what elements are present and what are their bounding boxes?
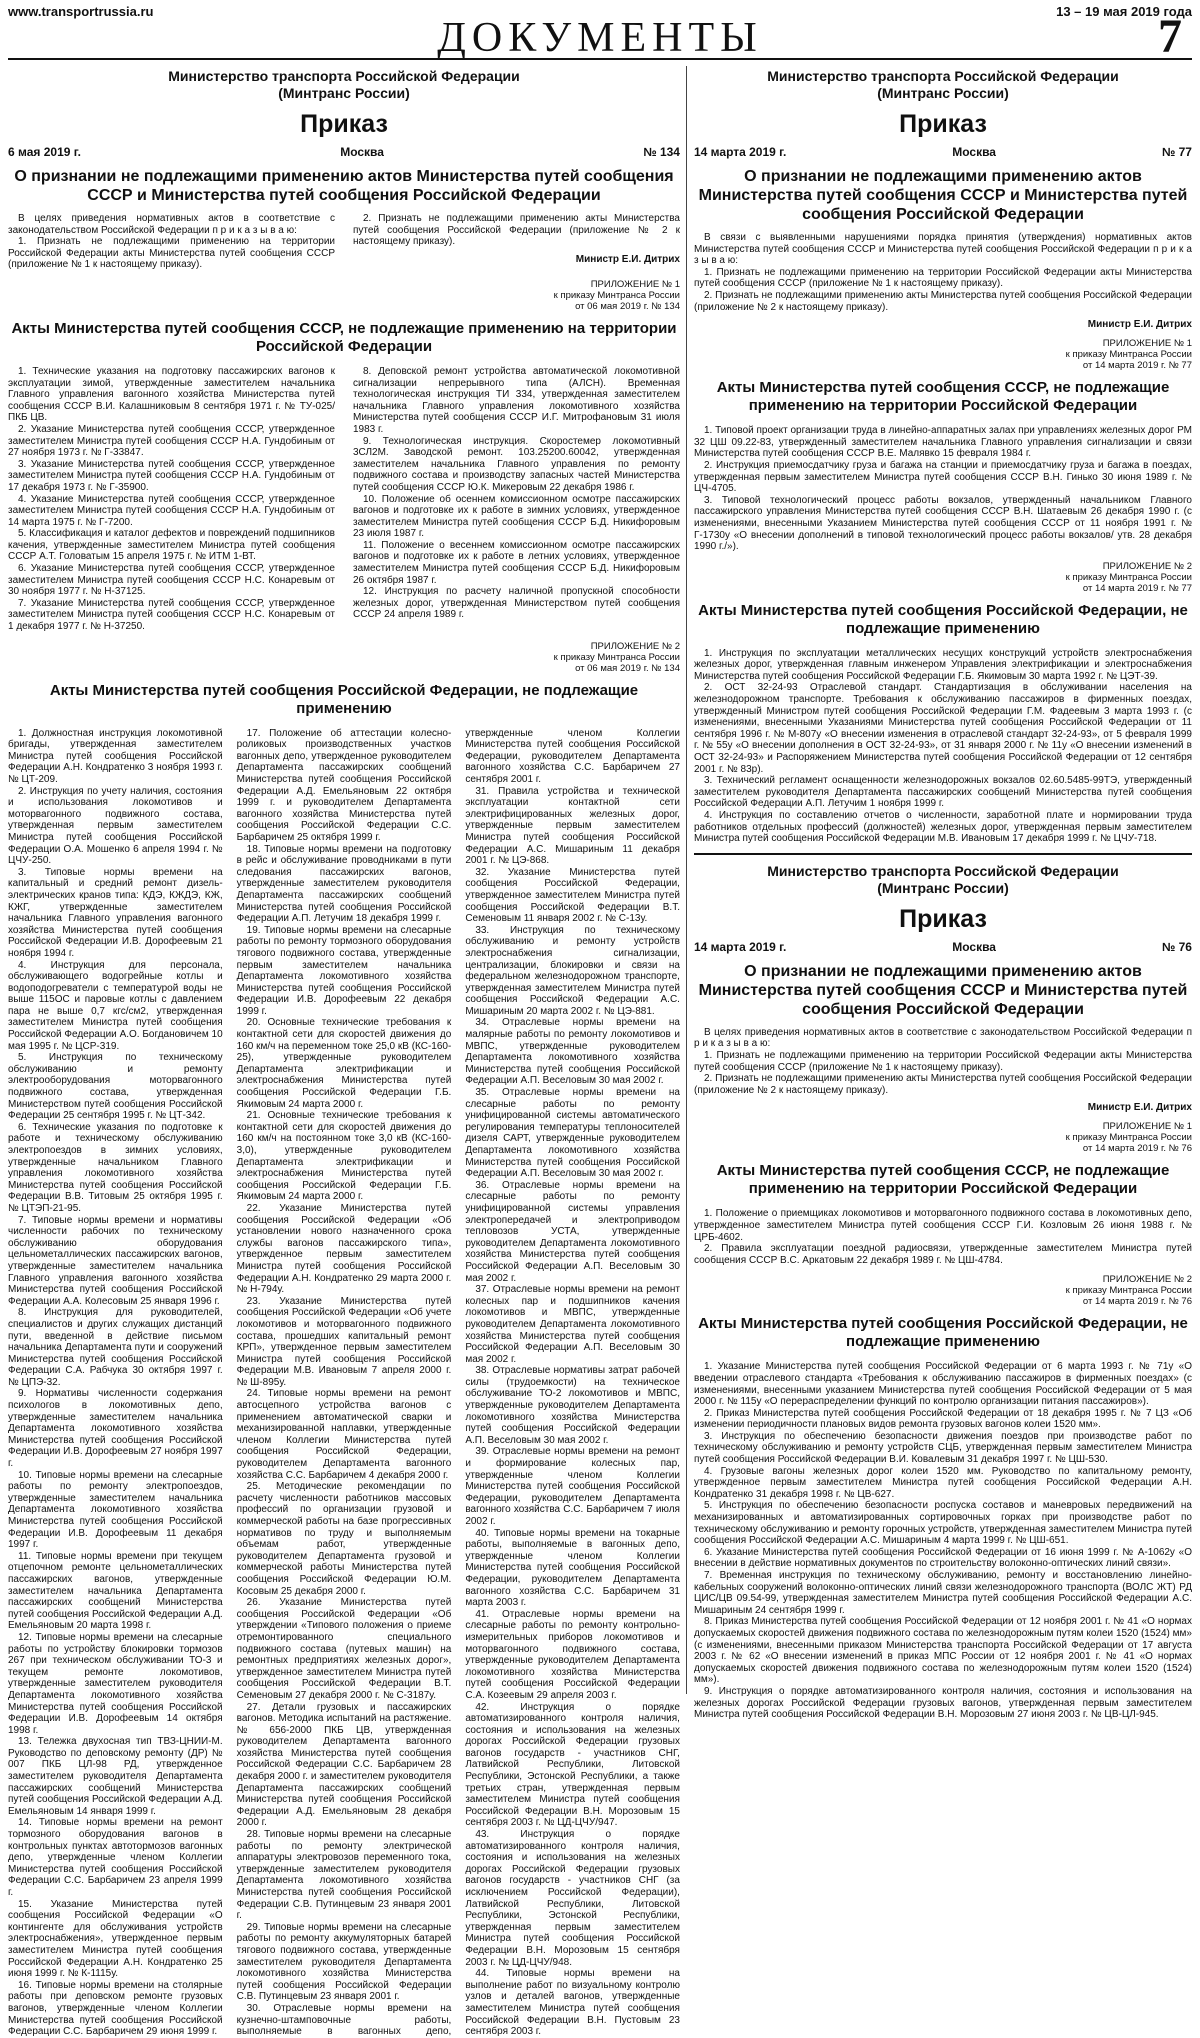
act-item: 31. Правила устройства и технической эксплуатации контактной сети электрифицированных железных дорог, утвержденные первым заместителем Министра путей сообщения Российской Федерации А.С. Мишариным 11 декабря 2001 г. № ЦЭ-868. <box>465 785 680 867</box>
act-item: 4. Грузовые вагоны железных дорог колеи 1520 мм. Руководство по капитальному ремонту, утвержденное первым заместителем Министра путей сообщения Российской Федерации А.Н. Кондратенко 31 декабря 1998 г. № ЦВ-627. <box>694 1465 1192 1500</box>
appendix-line: от 14 марта 2019 г. № 77 <box>1082 582 1192 594</box>
appendix-line: ПРИЛОЖЕНИЕ № 2 <box>1102 560 1192 572</box>
act-item: 12. Типовые нормы времени на слесарные работы по устройству блокировки тормозов 267 при техническом обслуживании ТО-3 и текущем ремонте локомотивов, утвержденные заместителем руководителя Департамента локомотивного хозяйства Министерства путей сообщения Российской Федерации И.В. Дорофеевым 14 октября 1998 г. <box>8 1631 223 1736</box>
masthead <box>8 0 1192 63</box>
act-item: 4. Инструкция по составлению отчетов о численности, заработной плате и нормировании труда работников отдельных профессий (должностей) железных дорог, утвержденная первым заместителем Министра путей сообщения Российской Федерации М.В. Ивановым 17 декабря 1999 г. № ЦЧУ-718. <box>694 810 1192 845</box>
appendix-line: к приказу Минтранса России <box>1065 1132 1192 1144</box>
issue-dates: 13 – 19 мая 2019 года <box>1056 4 1192 19</box>
acts-ussr-title: Акты Министерства путей сообщения СССР, не подлежащие применению на территории Российской Федерации <box>11 319 677 355</box>
act-item: 39. Отраслевые нормы времени на ремонт и формирование колесных пар, утвержденные членом Коллегии Министерства путей сообщения Российской Федерации, руководителем Департамента вагонного хозяйства С.С. Барбаричем 7 июля 2002 г. <box>465 1446 680 1527</box>
intro-paragraph: 1. Признать не подлежащими применению на территории Российской Федерации акты Министерства путей сообщения СССР (приложение № 1 к настоящему приказу). <box>694 1049 1192 1073</box>
ministry-abbr: (Минтранс России) <box>877 85 1009 101</box>
appendix-line: от 14 марта 2019 г. № 76 <box>1082 1296 1192 1308</box>
appendix-line: ПРИЛОЖЕНИЕ № 1 <box>1102 1121 1192 1133</box>
order-city: Москва <box>952 939 996 954</box>
act-item: 30. Отраслевые нормы времени на кузнечно-штамповочные работы, выполняемые в вагонных депо, утвержденные членом Коллегии Министерства путей сообщения Российской Федерации, руководителем Департамента вагонного хозяйства С.С. Барбаричем 27 сентября 2001 г. <box>236 727 680 2038</box>
divider <box>694 853 1192 855</box>
acts-rf-title: Акты Министерства путей сообщения Российской Федерации, не подлежащие применению <box>49 681 639 717</box>
act-item: 5. Инструкция по обеспечению безопасности роспуска составов и маневровых передвижений на механизированных и автоматизированных сортировочных горках при производстве работ по техническому обслуживанию и ремонту горочных устройств, утвержденная заместителем Министра путей сообщения Российской Федерации А.С. Мишариным 4 марта 1999 г. № ЦШ-651. <box>694 1500 1192 1547</box>
order-city: Москва <box>340 145 384 159</box>
appendix-line: к приказу Минтранса России <box>1065 349 1192 361</box>
appendix-line: к приказу Минтранса России <box>553 289 680 301</box>
acts-ussr-list <box>8 366 680 633</box>
intro-paragraph: 1. Признать не подлежащими применению на территории Российской Федерации акты Министерства путей сообщения СССР (приложение № 1 к настоящему приказу). <box>694 266 1192 290</box>
act-item: 1. Технические указания на подготовку пассажирских вагонов к эксплуатации зимой, утвержденные заместителем начальника Главного управления вагонного хозяйства Министерства путей сообщения СССР В.И. Калашниковым 8 сентября 1971 г. № ТУ-025/ПКБ ЦВ. <box>8 365 335 424</box>
appendix-line: от 14 марта 2019 г. № 76 <box>1082 1143 1192 1155</box>
ministry-name: Министерство транспорта Российской Федерации <box>767 862 1119 879</box>
act-item: 2. Инструкция по учету наличия, состояния и использования локомотивов и моторвагонного подвижного состава, утвержденная первым заместителем Министра путей сообщения Российской Федерации О.А. Мошенко 6 апреля 1994 г. № ЦЧУ-250. <box>8 785 223 867</box>
acts-rf-list <box>694 1361 1192 1720</box>
intro-paragraph: В целях приведения нормативных актов в соответствие с законодательством Российской Федерации п р и к а з ы в а ю: <box>694 1026 1192 1050</box>
act-item: 40. Типовые нормы времени на токарные работы, выполняемые в вагонных депо, утвержденные членом Коллегии Министерства путей сообщения Российской Федерации, руководителем Департамента вагонного хозяйства С.С. Барбаричем 31 марта 2003 г. <box>465 1527 680 1609</box>
order-title: О признании не подлежащими применению актов Министерства путей сообщения СССР и Министерства путей сообщения Российской Федерации <box>698 962 1188 1018</box>
acts-ussr-title: Акты Министерства путей сообщения СССР, не подлежащие применению на территории Российской Федерации <box>716 1162 1170 1198</box>
act-item: 1. Указание Министерства путей сообщения Российской Федерации от 6 марта 1993 г. № 71у «О введении отраслевого стандарта «Требования к обслуживанию пассажиров в фирменных поездах» (с изменениями, внесенными указанием Министерства путей сообщения Российской Федерации от 5 мая 2000 г. № 115у «О перераспределении функций по контролю организации питания пассажиров»). <box>694 1361 1192 1408</box>
act-item: 2. Указание Министерства путей сообщения СССР, утвержденное заместителем Министра путей сообщения СССР Н.А. Гундобиным от 27 ноября 1973 г. № Г-33847. <box>8 423 335 459</box>
act-item: 3. Технический регламент оснащенности железнодорожных вокзалов 02.60.5485-99ТЭ, утвержденный заместителем руководителя Департамента пассажирских сообщений Министерства путей сообщения Российской Федерации А.П. Летучим 1 ноября 1999 г. <box>694 775 1192 810</box>
act-item: 13. Тележка двухосная тип ТВЗ-ЦНИИ-М. Руководство по деповскому ремонту (ДР) № 007 ПКБ ЦЛ-98 РД, утвержденное заместителем руководителя Департамента пассажирских сообщений Министерства путей сообщения Российской Федерации А.Д. Емельяновым 14 января 1999 г. <box>8 1736 223 1817</box>
order-meta <box>8 145 680 159</box>
act-item: 8. Приказ Министерства путей сообщения Российской Федерации от 12 ноября 2001 г. № 41 «О нормах допускаемых скоростей движения подвижного состава по железнодорожным путям колеи 1520 (1524) мм» (с изменениями, внесенными приказом Министерства транспорта Российской Федерации от 17 августа 2003 г. № 62 «О внесении изменений в приказ МПС России от 12 ноября 2001 г. № 41 «О нормах допускаемых скоростей движения подвижного состава по железнодорожным путям колеи 1520 (1524) мм»). <box>694 1616 1192 1686</box>
order-date: 14 марта 2019 г. <box>694 145 787 159</box>
order-heading: Приказ <box>300 110 388 138</box>
act-item: 33. Инструкция по техническому обслуживанию и ремонту устройств электроснабжения сигнализации, централизации, блокировки и связи на федеральном железнодорожном транспорте, утвержденная заместителем Министра путей сообщения Российской Федерации А.С. Мишариным 20 марта 2002 г. № ЦЭ-881. <box>465 924 680 1017</box>
order-number: № 76 <box>1161 939 1192 954</box>
order-76 <box>694 863 1192 1721</box>
appendix-line: от 06 мая 2019 г. № 134 <box>575 300 680 312</box>
act-item: 4. Указание Министерства путей сообщения СССР, утвержденное заместителем Министра путей сообщения СССР Н.А. Гундобиным от 14 марта 1975 г. № Г-7200. <box>8 493 335 528</box>
act-item: 35. Отраслевые нормы времени на слесарные работы по ремонту унифицированной системы автоматического регулирования температуры теплоносителей дизеля САРТ, утвержденные руководителем Департамента локомотивного хозяйства Министерства путей сообщения Российской Федерации А.П. Веселовым 30 мая 2002 г. <box>465 1087 680 1180</box>
ministry-name: Министерство транспорта Российской Федерации <box>767 68 1119 84</box>
act-item: 14. Типовые нормы времени на ремонт тормозного оборудования вагонов в контрольных пунктах автотормозов вагонных депо, утвержденные членом Коллегии Министерства путей сообщения Российской Федерации С.С. Барбаричем 23 апреля 1999 г. <box>8 1817 223 1898</box>
act-item: 19. Типовые нормы времени на слесарные работы по ремонту тормозного оборудования тягового подвижного состава, утвержденные первым заместителем начальника Департамента локомотивного хозяйства Министерства путей сообщения Российской Федерации И.В. Дорофеевым 22 декабря 1999 г. <box>236 924 452 1017</box>
appendix-1-note <box>694 1121 1192 1154</box>
act-item: 16. Типовые нормы времени на столярные работы при деповском ремонте грузовых вагонов, утвержденные членом Коллегии Министерства путей сообщения Российской Федерации С.С. Барбаричем 29 июня 1999 г. <box>8 1979 223 2038</box>
site-url[interactable]: www.transportrussia.ru <box>8 4 154 19</box>
intro-paragraph: В целях приведения нормативных актов в соответствие с законодательством Российской Федерации п р и к а з ы в а ю: <box>8 213 335 236</box>
act-item: 10. Типовые нормы времени на слесарные работы по ремонту электропоездов, утвержденные заместителем начальника Департамента локомотивного хозяйства Министерства путей сообщения Российской Федерации И.В. Дорофеевым 11 декабря 1997 г. <box>8 1469 223 1551</box>
act-item: 2. ОСТ 32-24-93 Отраслевой стандарт. Стандартизация в обслуживании населения на железнодорожном транспорте. Требования к обслуживанию пассажиров в фирменных поездах, утвержденный Министром путей сообщения Российской Федерации Г.М. Фадеевым 3 марта 1993 г. (с изменениями, внесенными Указаниями Министерства путей сообщения Российской Федерации от 11 сентября 1996 г. № М-807у «О внесении изменения в отраслевой стандарт 32-24-93», от 5 февраля 1999 г. № 55у «О внесении дополнения в ОСТ 32-24-93», от 31 января 2000 г. № 11у «О внесении изменений в ОСТ 32-24-93» и Распоряжением Министерства путей сообщения Российской Федерации от 12 сентября 2001 г. № 83р). <box>694 682 1192 775</box>
act-item: 5. Инструкция по техническому обслуживанию и ремонту электрооборудования моторвагонного подвижного состава, утвержденная Министерством путей сообщения Российской Федерации 25 сентября 1995 г. № ЦТ-342. <box>8 1052 223 1122</box>
appendix-line: ПРИЛОЖЕНИЕ № 2 <box>590 640 680 652</box>
appendix-line: ПРИЛОЖЕНИЕ № 1 <box>1102 338 1192 350</box>
signer: Министр Е.И. Дитрих <box>575 253 680 265</box>
act-item: 7. Временная инструкция по техническому обслуживанию, ремонту и восстановлению линейно-кабельных сооружений волоконно-оптических линий связи железнодорожного транспорта (ВОЛС ЖТ) РД ЦИС/ЦВ 09.54-99, утвержденная заместителем Министра путей сообщения Российской Федерации А.С. Мишариным 24 сентября 1999 г. <box>694 1570 1192 1616</box>
intro-paragraph: 2. Признать не подлежащими применению акты Министерства путей сообщения Российской Федерации (приложение № 2 к настоящему приказу). <box>694 289 1192 313</box>
act-item: 3. Инструкция по обеспечению безопасности движения поездов при производстве работ по техническому обслуживанию и ремонту устройств СЦБ, утвержденная первым заместителем Министра путей сообщения Российской Федерации В.И. Ковалевым 31 декабря 1997 г. № ЦШ-530. <box>694 1430 1192 1466</box>
acts-ussr-list <box>694 425 1192 553</box>
appendix-line: к приказу Минтранса России <box>1065 571 1192 583</box>
act-item: 8. Инструкция для руководителей, специалистов и других служащих дистанций пути, введенной в действие письмом начальника Департамента пути и сооружений Министерства путей сообщения Российской Федерации С.А. Рабчука 30 октября 1997 г. № ЦПЭ-32. <box>8 1307 223 1388</box>
act-item: 26. Указание Министерства путей сообщения Российской Федерации «Об утверждении «Типового положения о приеме отремонтированного специального подвижного состава (путевых машин) на ремонтных предприятиях железных дорог», утвержденное заместителем Министра путей сообщения Российской Федерации В.Т. Семеновым 27 декабря 2000 г. № С-3187у. <box>236 1597 452 1701</box>
act-item: 1. Положение о приемщиках локомотивов и моторвагонного подвижного состава в локомотивных депо, утвержденное заместителем Министра путей сообщения СССР Г.И. Козловым 26 июня 1988 г. № ЦРБ-4602. <box>694 1208 1192 1243</box>
order-city: Москва <box>952 145 996 159</box>
act-item: 4. Инструкция для персонала, обслуживающего водогрейные котлы и водоподогреватели с температурой воды не выше 115ОС и паровые котлы с давлением пара не выше 0,7 кгс/см2, утвержденная заместителем Министра путей сообщения Российской Федерации А.О. Богдановичем 10 мая 1995 г. № ЦСР-319. <box>8 959 223 1052</box>
act-item: 17. Положение об аттестации колесно-роликовых производственных участков вагонных депо, утвержденное руководителем Департамента пассажирских сообщений Министерства путей сообщения Российской Федерации А.Д. Емельяновым 22 октября 1999 г. и руководителем Департамента вагонного хозяйства Министерства путей сообщения Российской Федерации С.С. Барбаричем 25 октября 1999 г. <box>236 727 452 843</box>
appendix-1-note <box>694 338 1192 371</box>
act-item: 24. Типовые нормы времени на ремонт автосцепного устройства вагонов с применением автоматической сварки и механизированной наплавки, утвержденные членом Коллегии Министерства путей сообщения Российской Федерации, руководителем Департамента вагонного хозяйства С.С. Барбаричем 4 декабря 2000 г. <box>236 1388 452 1481</box>
acts-ussr-list <box>694 1208 1192 1266</box>
section-title: ДОКУМЕНТЫ <box>437 15 763 61</box>
act-item: 32. Указание Министерства путей сообщения Российской Федерации, утвержденное заместителем Министра путей сообщения Российской Федерации В.Т. Семеновым 11 января 2002 г. № С-13у. <box>465 866 680 925</box>
act-item: 3. Указание Министерства путей сообщения СССР, утвержденное заместителем Министра путей сообщения СССР Н.А. Гундобиным от 17 декабря 1973 г. № Г-35900. <box>8 458 335 493</box>
act-item: 9. Нормативы численности содержания психологов в локомотивных депо, утвержденные заместителем начальника Департамента локомотивного хозяйства Министерства путей сообщения Российской Федерации И.В. Дорофеевым 27 ноября 1997 г. <box>8 1388 223 1470</box>
acts-rf-list <box>8 728 680 2038</box>
act-item: 7. Типовые нормы времени и нормативы численности рабочих по техническому обслуживанию оборудования цельнометаллических пассажирских вагонов, утвержденные заместителем начальника Главного управления вагонного хозяйства Министерства путей сообщения Российской Федерации А.А. Колесовым 25 января 1996 г. <box>8 1214 223 1307</box>
act-item: 27. Детали грузовых и пассажирских вагонов. Методика испытаний на растяжение. № 656-2000 ПКБ ЦВ, утвержденная руководителем Департамента вагонного хозяйства Министерства путей сообщения Российской Федерации С.С. Барбаричем 28 декабря 2000 г. и заместителем руководителя Департамента пассажирских сообщений Министерства путей сообщения Российской Федерации А.Д. Емельяновым 28 декабря 2000 г. <box>236 1701 452 1829</box>
act-item: 36. Отраслевые нормы времени на слесарные работы по ремонту унифицированной системы управления электропередачей и электроприводом тепловозов УСТА, утвержденные руководителем Департамента локомотивного хозяйства Министерства путей сообщения Российской Федерации А.П. Веселовым 30 мая 2002 г. <box>465 1179 680 1284</box>
page-number: 7 <box>1158 10 1182 63</box>
act-item: 25. Методические рекомендации по расчету численности работников массовых профессий по организации грузовой и коммерческой работы на базе прогрессивных нормативов по труду и выполняемым объемам работ, утвержденные руководителем Департамента грузовой и коммерческой работы Министерства путей сообщения Российской Федерации Ю.М. Косовым 25 декабря 2000 г. <box>236 1481 452 1597</box>
appendix-2-note <box>694 1274 1192 1307</box>
signer: Министр Е.И. Дитрих <box>1087 1102 1192 1114</box>
act-item: 12. Инструкция по расчету наличной пропускной способности железных дорог, утвержденная Министерством путей сообщения СССР 24 апреля 1989 г. <box>353 586 680 621</box>
order-title: О признании не подлежащими применению актов Министерства путей сообщения СССР и Министерства путей сообщения Российской Федерации <box>14 168 674 204</box>
act-item: 5. Классификация и каталог дефектов и повреждений подшипников качения, утвержденные заместителем Министра путей сообщения СССР А.Т. Головатым 15 апреля 1975 г. № ИТМ 1-ВТ. <box>8 528 335 563</box>
act-item: 28. Типовые нормы времени на слесарные работы по ремонту электрической аппаратуры электровозов переменного тока, утвержденные заместителем руководителя Департамента локомотивного хозяйства Министерства путей сообщения Российской Федерации С.В. Путинцевым 23 января 2001 г. <box>236 1829 452 1922</box>
act-item: 7. Указание Министерства путей сообщения СССР, утвержденное заместителем Министра путей сообщения СССР Н.С. Конаревым от 1 декабря 1977 г. № Н-37250. <box>8 597 335 633</box>
act-item: 6. Указание Министерства путей сообщения СССР, утвержденное заместителем Министра путей сообщения СССР Н.С. Конаревым от 30 ноября 1977 г. № Н-37125. <box>8 563 335 598</box>
appendix-line: от 14 марта 2019 г. № 77 <box>1082 360 1192 372</box>
act-item: 37. Отраслевые нормы времени на ремонт колесных пар и подшипников качения локомотивов и МВПС, утвержденные руководителем Департамента локомотивного хозяйства Министерства путей сообщения Российской Федерации А.П. Веселовым 30 мая 2002 г. <box>465 1284 680 1365</box>
act-item: 22. Указание Министерства путей сообщения Российской Федерации «Об установлении нового назначенного срока службы вагонов пассажирского типа», утвержденное первым заместителем Министра путей сообщения Российской Федерации А.Н. Кондратенко 29 марта 2000 г. № Н-794у. <box>236 1202 452 1296</box>
order-number: № 77 <box>1161 145 1192 159</box>
act-item: 1. Должностная инструкция локомотивной бригады, утвержденная заместителем Министра путей сообщения Российской Федерации А.Н. Кондратенко 3 ноября 1993 г. № ЦТ-209. <box>8 727 223 785</box>
ministry-abbr: (Минтранс России) <box>278 85 410 101</box>
act-item: 1. Типовой проект организации труда в линейно-аппаратных залах при управлениях железных дорог РМ 32 ЦШ 09.22-83, утвержденный заместителем начальника Главного управления сигнализации и связи Министерства путей сообщения СССР В.Е. Малявко 15 февраля 1984 г. <box>694 425 1192 460</box>
act-item: 6. Указание Министерства путей сообщения Российской Федерации от 16 июня 1999 г. № А-1062у «О внесении в действие нормативных документов по строительству волоконно-оптических линий связи». <box>694 1546 1192 1570</box>
acts-rf-list <box>694 648 1192 845</box>
appendix-2-note <box>694 561 1192 594</box>
column-divider <box>686 66 687 1694</box>
ministry-name: Министерство транспорта Российской Федерации <box>168 68 520 84</box>
act-item: 9. Инструкция о порядке автоматизированного контроля наличия, состояния и использования на железных дорогах Российской Федерации грузовых вагонов, утвержденная первым заместителем Министра путей сообщения Российской Федерации В.Н. Морозовым 27 июня 2003 г. № ЦВ-ЦЛ-945. <box>694 1685 1192 1721</box>
order-heading: Приказ <box>899 904 987 933</box>
act-item: 2. Приказ Министерства путей сообщения Российской Федерации от 18 декабря 1995 г. № 7 ЦЗ «Об изменении периодичности плановых видов ремонта грузовых вагонов колеи 1520 мм». <box>694 1407 1192 1431</box>
appendix-line: к приказу Минтранса России <box>1065 1285 1192 1297</box>
intro-paragraph: 1. Признать не подлежащими применению на территории Российской Федерации акты Министерства путей сообщения СССР (приложение № 1 к настоящему приказу). <box>8 236 335 271</box>
order-meta <box>694 940 1192 954</box>
act-item: 42. Инструкция о порядке автоматизированного контроля наличия, состояния и использования на железных дорогах Российской Федерации грузовых вагонов государств - участников СНГ, Латвийской Республики, Литовской Республики, Эстонской Республики, а также третьих стран, утвержденная первым заместителем Министра путей сообщения Российской Федерации В.Н. Морозовым 15 сентября 2003 г. № ЦД-ЦЧУ/947. <box>465 1701 680 1829</box>
right-column <box>694 68 1192 1721</box>
act-item: 3. Типовой технологический процесс работы вокзалов, утвержденный начальником Главного пассажирского управления Министерства путей сообщения СССР В.Н. Шатаевым 26 декабря 1990 г. (с изменениями, внесенными Указанием Министерства путей сообщения СССР от 11 ноября 1991 г. № Г-1730у «О внесении дополнений в типовой технологический процесс работы вокзалов/ утв. 28 декабря 1990 г./»). <box>694 494 1192 553</box>
appendix-line: ПРИЛОЖЕНИЕ № 2 <box>1102 1274 1192 1286</box>
act-item: 1. Инструкция по эксплуатации металлических несущих конструкций устройств электроснабжения железных дорог, утвержденная главным инженером Управления электрификации и электроснабжения Министерства путей сообщения Российской Федерации Г.Б. Якимовым 30 марта 1992 г. № ЦЭТ-39. <box>694 647 1192 682</box>
signer: Министр Е.И. Дитрих <box>1087 319 1192 331</box>
act-item: 38. Отраслевые нормативы затрат рабочей силы (трудоемкости) на техническое обслуживание ТО-2 локомотивов и МВПС, утвержденные руководителем Департамента локомотивного хозяйства Министерства путей сообщения Российской Федерации А.П. Веселовым 30 мая 2002 г. <box>465 1365 680 1446</box>
act-item: 34. Отраслевые нормы времени на малярные работы по ремонту локомотивов и МВПС, утвержденные руководителем Департамента локомотивного хозяйства Министерства путей сообщения Российской Федерации А.П. Веселовым 30 мая 2002 г. <box>465 1017 680 1087</box>
order-134 <box>8 68 680 2038</box>
order-number: № 134 <box>643 145 680 159</box>
act-item: 44. Типовые нормы времени на выполнение работ по визуальному контролю узлов и деталей вагонов, утвержденные заместителем Министра путей сообщения Российской Федерации В.Н. Пустовым 23 сентября 2003 г. <box>465 1968 680 2038</box>
act-item: 20. Основные технические требования к контактной сети для скоростей движения до 160 км/ч на переменном токе 25,0 кВ (КС-160-25), утвержденные руководителем Департамента электрификации и электроснабжения Министерства путей сообщения Российской Федерации Г.Б. Якимовым 24 марта 2000 г. <box>236 1017 452 1110</box>
act-item: 11. Типовые нормы времени при текущем отцепочном ремонте цельнометаллических пассажирских вагонов, утвержденные заместителем начальника Департамента пассажирских сообщений Министерства путей сообщения Российской Федерации А.Д. Емельяновым 20 марта 1998 г. <box>8 1550 223 1632</box>
act-item: 18. Типовые нормы времени на подготовку в рейс и обслуживание проводниками в пути следования пассажирских вагонов, утвержденные заместителем руководителя Департамента пассажирских сообщений Министерства путей сообщения Российской Федерации А.П. Летучим 18 декабря 1999 г. <box>236 843 452 925</box>
order-date: 6 мая 2019 г. <box>8 145 81 159</box>
appendix-2-note <box>8 641 680 674</box>
intro-paragraph: 2. Признать не подлежащими применению акты Министерства путей сообщения Российской Федерации (приложение № 2 к настоящему приказу). <box>353 213 680 248</box>
act-item: 3. Типовые нормы времени на капитальный и средний ремонт дизель-электрических кранов типа: КДЭ, КЖДЭ, КЖ, КЖГ, утвержденные заместителем начальника Главного управления вагонного хозяйства Министерства путей сообщения Российской Федерации И.В. Дорофеевым 21 ноября 1994 г. <box>8 866 223 959</box>
appendix-line: к приказу Минтранса России <box>553 651 680 663</box>
order-intro <box>8 213 680 271</box>
act-item: 43. Инструкция о порядке автоматизированного контроля наличия, состояния и использования на железных дорогах Российской Федерации грузовых вагонов государств - участников СНГ (за исключением Российской Федерации), Латвийской Республики, Литовской Республики, Эстонской Республики, утвержденная первым заместителем Министра путей сообщения Российской Федерации В.Н. Морозовым 15 сентября 2003 г. № ЦД-ЦЧУ/948. <box>465 1829 680 1968</box>
act-item: 2. Правила эксплуатации поездной радиосвязи, утвержденные заместителем Министра путей сообщения СССР В.С. Аркатовым 22 декабря 1989 г. № ЦШ-4784. <box>694 1243 1192 1266</box>
act-item: 2. Инструкция приемосдатчику груза и багажа на станции и приемосдатчику груза и багажа в поездах, утвержденная первым заместителем Министра путей сообщения СССР В.Н. Гинько 30 июня 1989 г. № ЦЧ-4705. <box>694 459 1192 495</box>
acts-rf-title: Акты Министерства путей сообщения Российской Федерации, не подлежащие применению <box>698 1315 1188 1351</box>
act-item: 21. Основные технические требования к контактной сети для скоростей движения до 160 км/ч на постоянном токе 3,0 кВ (КС-160-3,0), утвержденные руководителем Департамента электрификации и электроснабжения Министерства путей сообщения Российской Федерации Г.Б. Якимовым 24 марта 2000 г. <box>236 1110 452 1203</box>
act-item: 6. Технические указания по подготовке к работе и техническому обслуживанию электропоездов в зимних условиях, утвержденные начальником Главного управления локомотивного хозяйства Министерства путей сообщения Российской Федерации В.В. Титовым 25 октября 1995 г. № ЦТЭП-21-95. <box>8 1121 223 1214</box>
act-item: 23. Указание Министерства путей сообщения Российской Федерации «Об учете локомотивов и моторвагонного подвижного состава, прошедших капитальный ремонт КРП», утвержденное первым заместителем Министра путей сообщения Российской Федерации М.В. Ивановым 7 апреля 2000 г. № Ш-895у. <box>236 1295 452 1388</box>
act-item: 11. Положение о весеннем комиссионном осмотре пассажирских вагонов и подготовке их к работе в летних условиях, утвержденное заместителем Министра путей сообщения СССР Б.Д. Никифоровым 26 октября 1987 г. <box>353 539 680 586</box>
act-item: 9. Технологическая инструкция. Скоростемер локомотивный 3СЛ2М. Заводской ремонт. 103.25200.60042, утвержденная заместителем начальника Главного управления по ремонту подвижного состава и производству запасных частей Министерства путей сообщения СССР Ю.К. Микеровым 22 декабря 1986 г. <box>353 435 680 493</box>
ministry-abbr: (Минтранс России) <box>877 879 1009 896</box>
order-heading: Приказ <box>899 110 987 138</box>
order-77 <box>694 68 1192 845</box>
intro-paragraph: В связи с выявленными нарушениями порядка принятия (утверждения) нормативных актов Министерства путей сообщения СССР и Министерства путей сообщения Российской Федерации п р и к а з ы в а ю: <box>694 232 1192 267</box>
acts-ussr-title: Акты Министерства путей сообщения СССР, не подлежащие применению на территории Российской Федерации <box>716 379 1170 415</box>
act-item: 15. Указание Министерства путей сообщения Российской Федерации «О контингенте для обслуживания устройств электроснабжения», утвержденное первым заместителем Министра путей сообщения Российской Федерации А.Н. Кондратенко 25 июня 1999 г. № К-1115у. <box>8 1898 223 1980</box>
appendix-line: ПРИЛОЖЕНИЕ № 1 <box>590 278 680 290</box>
act-item: 41. Отраслевые нормы времени на слесарные работы по ремонту контрольно-измерительных приборов локомотивов и моторвагонного подвижного состава, утвержденные руководителем Департамента локомотивного хозяйства Министерства путей сообщения Российской Федерации С.А. Козеевым 29 апреля 2003 г. <box>465 1608 680 1701</box>
act-item: 10. Положение об осеннем комиссионном осмотре пассажирских вагонов и подготовке их к работе в зимних условиях, утвержденное заместителем Министра путей сообщения СССР Б.Д. Никифоровым 23 июля 1987 г. <box>353 493 680 540</box>
appendix-1-note <box>8 279 680 312</box>
act-item: 8. Деповской ремонт устройства автоматической локомотивной сигнализации непрерывного типа (АЛСН). Временная технологическая инструкция ТИ 334, утвержденная заместителем начальника Главного управления локомотивного хозяйства Министерства путей сообщения СССР И.Г. Митрофановым 31 июля 1983 г. <box>353 365 680 435</box>
intro-paragraph: 2. Признать не подлежащими применению акты Министерства путей сообщения Российской Федерации (приложение № 2 к настоящему приказу). <box>694 1073 1192 1096</box>
order-date: 14 марта 2019 г. <box>694 939 787 954</box>
appendix-line: от 06 мая 2019 г. № 134 <box>575 662 680 674</box>
act-item: 29. Типовые нормы времени на слесарные работы по ремонту аккумуляторных батарей тягового подвижного состава, утвержденные заместителем руководителя Департамента локомотивного хозяйства Министерства путей сообщения Российской Федерации С.В. Путинцевым 23 января 2001 г. <box>236 1921 452 2003</box>
order-title: О признании не подлежащими применению актов Министерства путей сообщения СССР и Министерства путей сообщения Российской Федерации <box>698 168 1188 223</box>
order-meta <box>694 145 1192 159</box>
acts-rf-title: Акты Министерства путей сообщения Российской Федерации, не подлежащие применению <box>698 601 1188 637</box>
